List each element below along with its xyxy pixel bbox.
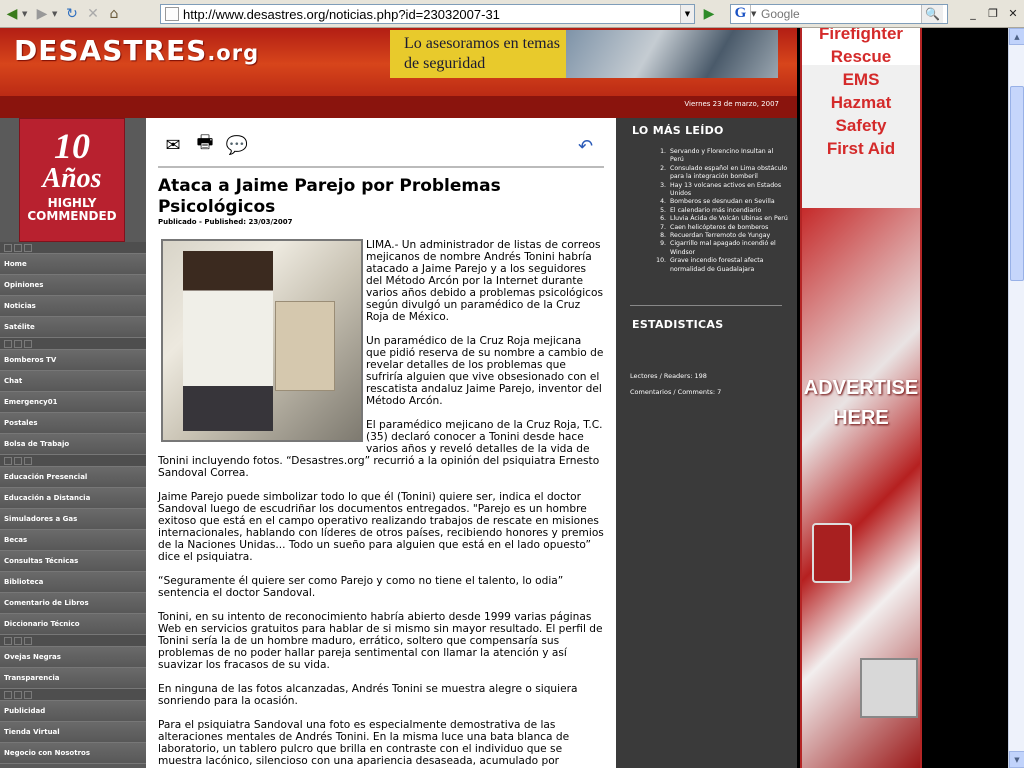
date-bar [0, 96, 797, 118]
publish-date: Publicado - Published: 23/03/2007 [158, 218, 293, 226]
advertise-line1: ADVERTISE [803, 377, 919, 399]
header-ad-banner[interactable] [390, 30, 778, 78]
right-panel [616, 118, 797, 768]
most-read-link[interactable]: Caen helicópteros de bomberos [670, 223, 769, 231]
article-paragraph: El paramédico mejicano de la Cruz Roja, T.C. (35) declaró conocer a Tonini desde hace varios años y reveló detalles de la vida de Tonini incluyendo fotos. “Desastres.org” recurrió a la opinión del psiquiatra Ernesto Sandoval Correa. [158, 419, 603, 479]
divider [158, 166, 604, 168]
banner-text: Lo asesoramos en temas de seguridad [404, 35, 560, 72]
ad-keyword: EMS [842, 70, 880, 89]
most-read-number: 2. [660, 164, 666, 172]
most-read-number: 6. [660, 215, 666, 223]
scroll-thumb[interactable] [1010, 86, 1024, 281]
nav-separator [0, 635, 146, 647]
most-read-item[interactable] [660, 198, 788, 206]
most-read-number: 7. [660, 223, 666, 231]
nav-item[interactable]: Educación Presencial [0, 467, 146, 488]
nav-separator [0, 455, 146, 467]
divider [630, 305, 782, 306]
comments-value: 7 [717, 388, 722, 396]
nav-item[interactable]: Postales [0, 413, 146, 434]
banner-photo [566, 30, 778, 78]
article-paragraph: Para el psiquiatra Sandoval una foto es especialmente demostrativa de las alteraciones mentales de Andrés Tonini. En la misma luce una bata blanca de laboratorio, un tablero pulcro que brilla en contraste con el individuo que se muestra lacónico, silencioso con una apariencia desaseada, acumulado por [158, 719, 570, 767]
close-icon[interactable]: ✕ [1008, 6, 1018, 20]
most-read-link[interactable]: Consulado español en Lima obstáculo para la integración bomberil [670, 164, 788, 181]
scroll-up-icon[interactable]: ▲ [1009, 28, 1024, 45]
back-arrow-icon[interactable]: ↶ [578, 136, 594, 157]
nav-separator [0, 338, 146, 350]
most-read-number: 10. [656, 257, 666, 265]
most-read-item[interactable] [660, 148, 788, 165]
award-line1: HIGHLY [47, 196, 97, 210]
window-controls [966, 6, 1020, 20]
most-read-link[interactable]: Cigarrillo mal apagado incendió el Windsor [670, 240, 776, 256]
most-read-item[interactable] [660, 215, 788, 223]
award-word: Años [42, 163, 102, 194]
restore-icon[interactable]: ❐ [988, 6, 998, 20]
most-read-link[interactable]: Lluvia Ácida de Volcán Ubinas en Perú [670, 215, 788, 223]
article-paragraph: LIMA.- Un administrador de listas de correos mejicanos de nombre Andrés Tonini habría atacado a Jaime Parejo y a los seguidores del Método Arcón por la Internet durante varios años debido a problemas psicológicos según divulgó un paramédico de la Cruz Roja de México. [366, 239, 603, 323]
most-read-item[interactable] [660, 223, 788, 232]
stop-icon[interactable]: ✕ [87, 5, 99, 22]
nav-item[interactable]: Bomberos TV [0, 350, 146, 371]
forward-history-dropdown[interactable]: ▼ [52, 9, 58, 18]
address-bar[interactable] [160, 4, 695, 24]
nav-item[interactable]: Diccionario Técnico [0, 614, 146, 635]
nav-item[interactable]: Noticias [0, 296, 146, 317]
most-read-item[interactable] [660, 206, 788, 215]
comments-stat [630, 388, 721, 396]
back-icon[interactable]: ◀ [6, 5, 18, 22]
most-read-item[interactable] [660, 240, 788, 257]
most-read-number: 9. [660, 240, 666, 248]
most-read-title: LO MÁS LEÍDO [632, 124, 724, 137]
web-page [0, 28, 1008, 768]
ad-keywords [802, 28, 920, 160]
most-read-link[interactable]: Bomberos se desnudan en Sevilla [670, 198, 775, 206]
side-ad[interactable] [800, 28, 922, 768]
most-read-link[interactable]: Recuerdan Terremoto de Yungay [670, 232, 771, 240]
most-read-number: 4. [660, 198, 666, 206]
nav-item[interactable]: Home [0, 254, 146, 275]
forward-icon[interactable]: ▶ [36, 5, 48, 22]
search-box[interactable] [730, 4, 948, 24]
email-icon[interactable]: ✉ [165, 134, 181, 156]
article-paragraph: Tonini, en su intento de reconocimiento habría abierto desde 1999 varias páginas Web en servicios gratuitos para hablar de si mismo sin mayor resultado. El perfil de Tonini sería la de un hombre maduro, errático, soltero que compensaría sus problemas de no poder hallar pareja sentimental con llamar la atención y así suavizar los fracasos de su vida. [158, 611, 603, 671]
most-read-number: 5. [660, 206, 666, 214]
nav-item[interactable]: Educación a Distancia [0, 488, 146, 509]
nav-menu [0, 242, 146, 764]
most-read-link[interactable]: El calendario más incendiario [670, 206, 762, 214]
go-icon[interactable]: ▶ [703, 6, 715, 22]
article-tools [162, 134, 248, 156]
back-history-dropdown[interactable]: ▼ [22, 9, 28, 18]
ad-keyword: Firefighter [818, 28, 904, 43]
most-read-number: 3. [660, 181, 666, 189]
ad-keyword: Hazmat [830, 93, 892, 112]
award-number: 10 [54, 126, 90, 166]
scroll-down-icon[interactable]: ▼ [1009, 751, 1024, 768]
photo-person [183, 251, 273, 431]
award-badge[interactable] [19, 118, 125, 242]
readers-label: Lectores / Readers: [630, 372, 693, 380]
nav-item[interactable]: Becas [0, 530, 146, 551]
engine-light-2 [860, 658, 918, 718]
page-margin [922, 28, 1008, 768]
photo-board [275, 301, 335, 391]
nav-item[interactable]: Consultas Técnicas [0, 551, 146, 572]
reload-icon[interactable]: ↻ [66, 5, 78, 22]
search-icon[interactable]: 🔍 [921, 5, 943, 23]
search-input[interactable] [761, 7, 921, 21]
url-text[interactable]: http://www.desastres.org/noticias.php?id=23032007-31 [183, 6, 500, 22]
nav-separator [0, 242, 146, 254]
ad-keyword: Safety [835, 116, 887, 135]
google-engine-icon[interactable]: G [731, 5, 751, 23]
nav-item[interactable]: Negocio con Nosotros [0, 743, 146, 764]
home-icon[interactable]: ⌂ [109, 5, 119, 22]
readers-value: 198 [694, 372, 707, 380]
article-title: Ataca a Jaime Parejo por Problemas Psicológicos [158, 176, 501, 217]
most-read-section [616, 124, 797, 137]
article-paragraph: Jaime Parejo puede simbolizar todo lo que él (Tonini) quiere ser, indica el doctor Sandoval luego de escudriñar los documentos entregados. "Parejo es un hombre exitoso que está en el campo operativo realizando trabajos de rescate en misiones internacionales, hablando con líderes de otros países, recibiendo honores y premios de la Naciones Unidas... Todo un sueño para alguien que está en el lado opuesto” dice el psiquiatra. [158, 491, 604, 563]
article-photo [161, 239, 363, 442]
nav-separator [0, 689, 146, 701]
advertise-here-text [802, 373, 920, 433]
nav-item[interactable]: Chat [0, 371, 146, 392]
comments-label: Comentarios / Comments: [630, 388, 716, 396]
ad-keyword: First Aid [826, 139, 896, 158]
print-icon[interactable]: 🖶 [196, 132, 214, 153]
logo-suffix-text: .org [207, 41, 260, 65]
current-date: Viernes 23 de marzo, 2007 [684, 100, 779, 108]
ad-keyword: Rescue [830, 47, 892, 66]
most-read-item[interactable] [656, 257, 788, 274]
most-read-link[interactable]: Servando y Florencino Insultan al Perú [670, 148, 774, 164]
readers-stat [630, 372, 707, 380]
minimize-icon[interactable]: _ [970, 6, 976, 20]
nav-item[interactable]: Biblioteca [0, 572, 146, 593]
most-read-number: 8. [660, 232, 666, 240]
most-read-link[interactable]: Grave incendio forestal afecta normalidad de Guadalajara [670, 257, 764, 273]
nav-item[interactable]: Opiniones [0, 275, 146, 296]
engine-dropdown-icon[interactable]: ▼ [751, 10, 757, 18]
nav-item[interactable]: Transparencia [0, 668, 146, 689]
nav-item[interactable]: Satélite [0, 317, 146, 338]
nav-item[interactable]: Simuladores a Gas [0, 509, 146, 530]
site-logo[interactable] [14, 34, 259, 67]
article-paragraph: En ninguna de las fotos alcanzadas, Andrés Tonini se muestra alegre o siquiera sonriendo para la ocasión. [158, 683, 578, 707]
page-favicon-icon [165, 7, 179, 21]
most-read-link[interactable]: Hay 13 volcanes activos en Estados Unidos [670, 181, 782, 198]
site-header [0, 28, 797, 118]
article-paragraph: “Seguramente él quiere ser como Parejo y como no tiene el talento, lo odia” sentencia el doctor Sandoval. [158, 575, 564, 599]
left-sidebar [0, 118, 146, 768]
logo-main-text: DESASTRES [14, 34, 208, 67]
nav-item[interactable]: Bolsa de Trabajo [0, 434, 146, 455]
comment-icon[interactable]: 💬 [225, 134, 249, 156]
most-read-item[interactable] [660, 164, 788, 182]
nav-item[interactable]: Tienda Virtual [0, 722, 146, 743]
nav-item[interactable]: Ovejas Negras [0, 647, 146, 668]
vertical-scrollbar[interactable] [1008, 28, 1024, 768]
most-read-number: 1. [660, 148, 666, 155]
stats-section [616, 318, 797, 331]
article-panel [146, 118, 616, 768]
award-line2: COMMENDED [27, 209, 117, 223]
stats-title: ESTADISTICAS [632, 318, 724, 331]
nav-item[interactable]: Publicidad [0, 701, 146, 722]
most-read-item[interactable] [660, 181, 788, 199]
most-read-list [656, 148, 788, 274]
engine-light-1 [812, 523, 852, 583]
advertise-line2: HERE [833, 407, 889, 429]
nav-item[interactable]: Comentario de Libros [0, 593, 146, 614]
url-dropdown-icon[interactable]: ▼ [680, 5, 694, 23]
nav-item[interactable]: Emergency01 [0, 392, 146, 413]
article-paragraph: Un paramédico de la Cruz Roja mejicana que pidió reserva de su nombre a cambio de revelar detalles de los problemas que sufriría alguien que vive obsesionado con el rescatista andaluz Jaime Parejo, inventor del Método Arcón. [366, 335, 604, 407]
